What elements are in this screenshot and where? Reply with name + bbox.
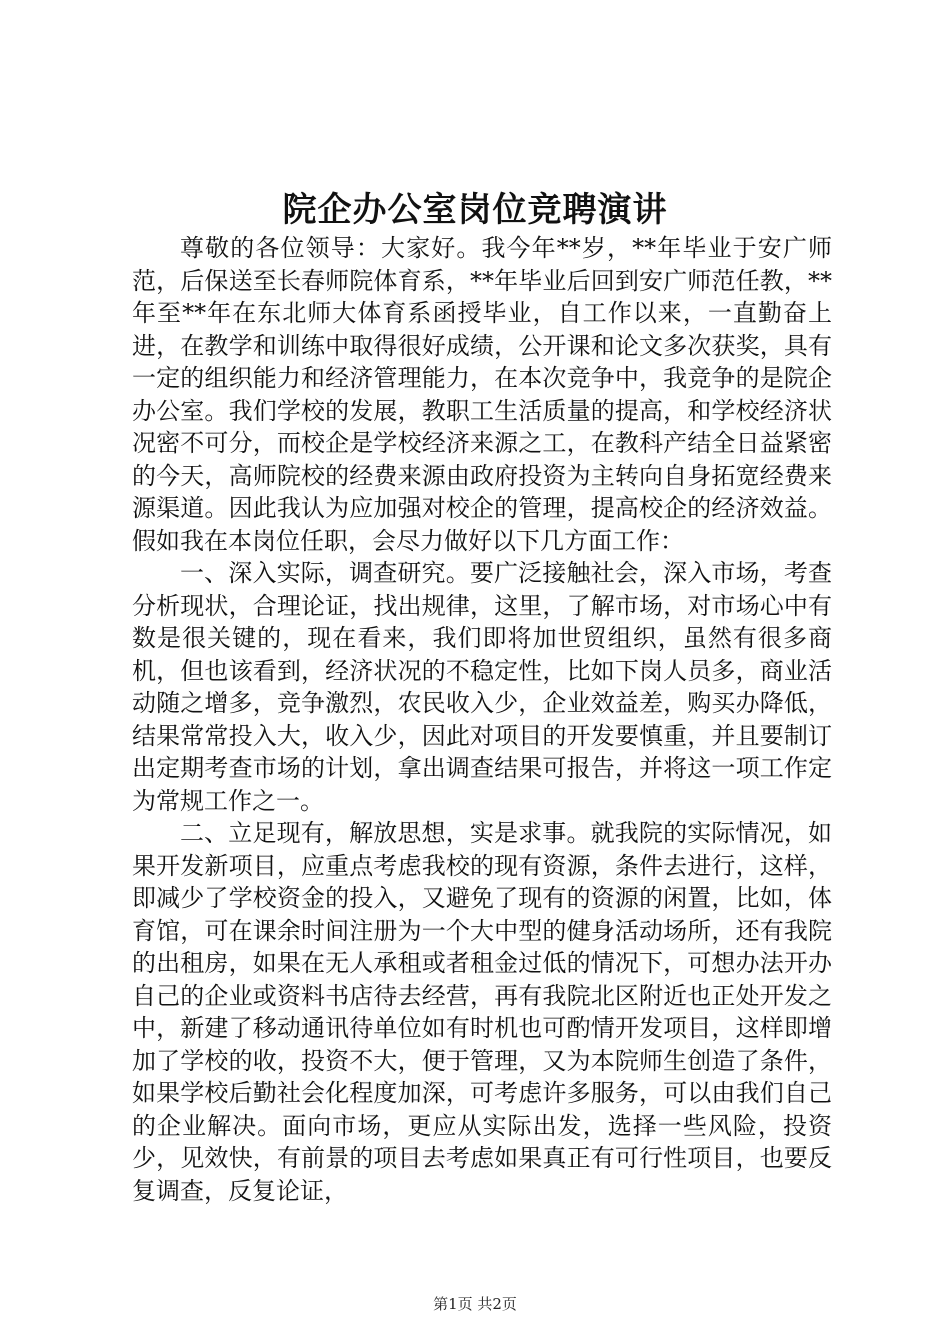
paragraph-point-one: 一、深入实际，调查研究。要广泛接触社会，深入市场，考查分析现状，合理论证，找出规律，这里，了解市场，对市场心中有数是很关键的，现在看来，我们即将加世贸组织，虽然有很多商机，但也该看到，经济状况的不稳定性，比如下岗人员多，商业活动随之增多，竞争激烈，农民收入少，企业效益差，购买办降低，结果常常投入大，收入少，因此对项目的开发要慎重，并且要制订出定期考查市场的计划，拿出调查结果可报告，并将这一项工作定为常规工作之一。 bbox=[132, 559, 832, 815]
document-title: 院企办公室岗位竞聘演讲 bbox=[282, 190, 668, 230]
page-number-footer: 第1页 共2页 bbox=[433, 1295, 517, 1313]
paragraph-point-two: 二、立足现有，解放思想，实是求事。就我院的实际情况，如果开发新项目，应重点考虑我校的现有资源，条件去进行，这样，即减少了学校资金的投入，又避免了现有的资源的闲置，比如，体育馆，可在课余时间注册为一个大中型的健身活动场所，还有我院的出租房，如果在无人承租或者租金过低的情况下，可想办法开办自己的企业或资料书店待去经营，再有我院北区附近也正处开发之中，新建了移动通讯待单位如有时机也可酌情开发项目，这样即增加了学校的收，投资不大，便于管理，又为本院师生创造了条件，如果学校后勤社会化程度加深，可考虑许多服务，可以由我们自己的企业解决。面向市场，更应从实际出发，选择一些风险，投资少，见效快，有前景的项目去考虑如果真正有可行性项目，也要反复调查，反复论证， bbox=[132, 819, 832, 1205]
paragraph-greeting: 尊敬的各位领导：大家好。我今年**岁，**年毕业于安广师范，后保送至长春师院体育系，**年毕业后回到安广师范任教，**年至**年在东北师大体育系函授毕业，自工作以来，一直勤奋上进，在教学和训练中取得很好成绩，公开课和论文多次获奖，具有一定的组织能力和经济管理能力，在本次竞争中，我竞争的是院企办公室。我们学校的发展，教职工生活质量的提高，和学校经济状况密不可分，而校企是学校经济来源之工，在教科产结全日益紧密的今天，高师院校的经费来源由政府投资为主转向自身拓宽经费来源渠道。因此我认为应加强对校企的管理，提高校企的经济效益。假如我在本岗位任职，会尽力做好以下几方面工作： bbox=[132, 234, 832, 555]
document-body bbox=[132, 232, 832, 1207]
